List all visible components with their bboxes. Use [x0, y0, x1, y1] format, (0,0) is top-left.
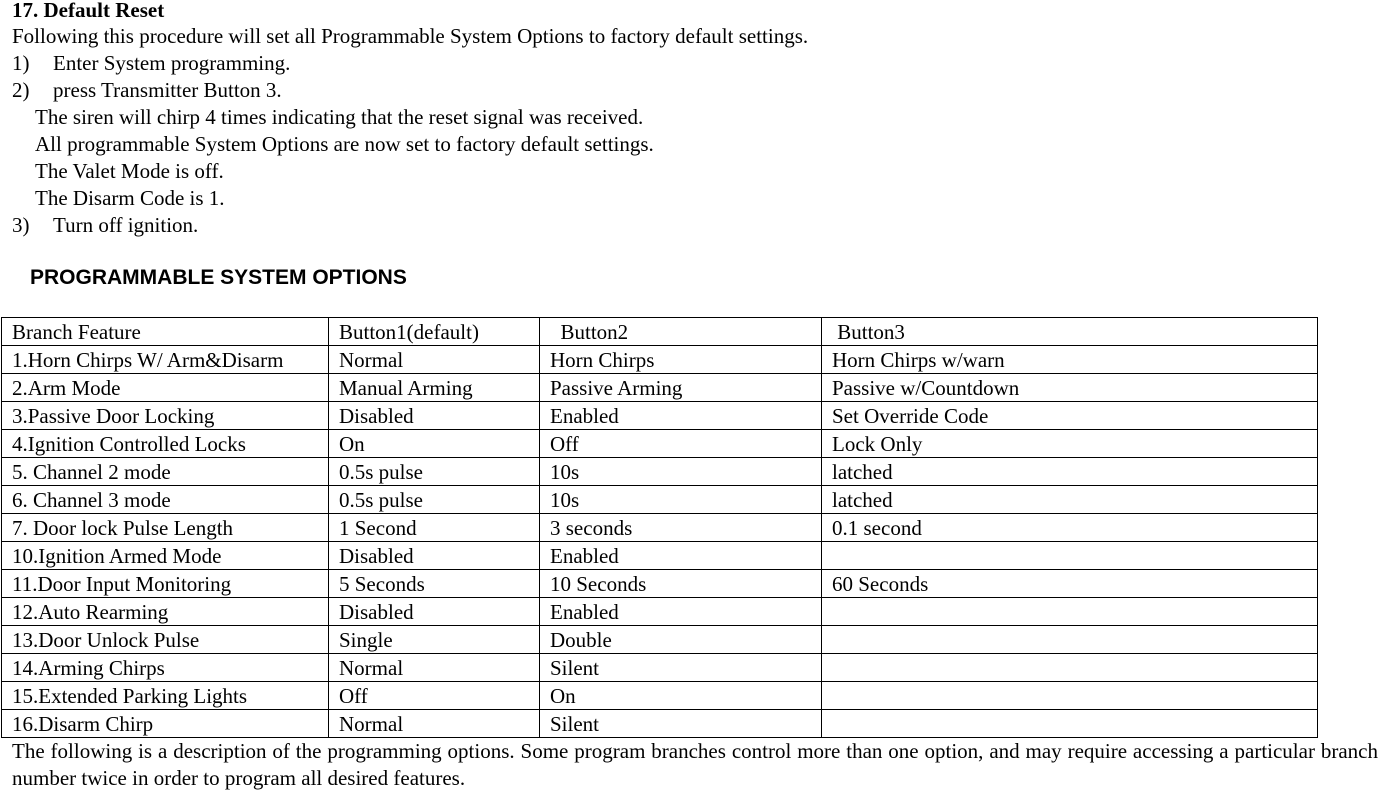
table-cell: latched	[822, 486, 1318, 514]
table-cell: Horn Chirps w/warn	[822, 346, 1318, 374]
table-cell	[822, 654, 1318, 682]
table-row	[2, 430, 1318, 458]
table-cell: Normal	[329, 346, 540, 374]
note-chirp: The siren will chirp 4 times indicating that the reset signal was received.	[35, 105, 644, 129]
table-row	[2, 346, 1318, 374]
table-cell: 6. Channel 3 mode	[2, 486, 329, 514]
header-cell: Button2	[540, 318, 822, 346]
table-cell: 3 seconds	[540, 514, 822, 542]
table-cell: 10s	[540, 486, 822, 514]
table-cell: 0.5s pulse	[329, 458, 540, 486]
step-text: press Transmitter Button 3.	[53, 78, 282, 102]
table-cell: 10 Seconds	[540, 570, 822, 598]
header-cell: Branch Feature	[2, 318, 329, 346]
options-title: PROGRAMMABLE SYSTEM OPTIONS	[30, 266, 407, 289]
table-cell: Off	[329, 682, 540, 710]
footer-description: The following is a description of the programming options. Some program branches control more than one option, and may require accessing a particular branch number twice in order to program all desired features.	[12, 739, 1378, 790]
table-cell: Off	[540, 430, 822, 458]
table-row	[2, 542, 1318, 570]
table-cell: 1.Horn Chirps W/ Arm&Disarm	[2, 346, 329, 374]
table-cell: Manual Arming	[329, 374, 540, 402]
table-cell: 60 Seconds	[822, 570, 1318, 598]
table-cell: 14.Arming Chirps	[2, 654, 329, 682]
table-cell: latched	[822, 458, 1318, 486]
table-cell: 4.Ignition Controlled Locks	[2, 430, 329, 458]
table-cell: 2.Arm Mode	[2, 374, 329, 402]
table-row	[2, 626, 1318, 654]
table-header-row	[2, 318, 1318, 346]
note-defaults: All programmable System Options are now set to factory default settings.	[35, 132, 654, 156]
table-cell	[822, 542, 1318, 570]
table-row	[2, 682, 1318, 710]
table-cell: 11.Door Input Monitoring	[2, 570, 329, 598]
table-cell: 16.Disarm Chirp	[2, 710, 329, 738]
table-cell: 5 Seconds	[329, 570, 540, 598]
table-row	[2, 458, 1318, 486]
table-cell: 5. Channel 2 mode	[2, 458, 329, 486]
step-text: Turn off ignition.	[53, 213, 199, 237]
table-cell: Silent	[540, 710, 822, 738]
table-cell: Enabled	[540, 402, 822, 430]
table-cell: 3.Passive Door Locking	[2, 402, 329, 430]
table-cell: 12.Auto Rearming	[2, 598, 329, 626]
table-cell: Disabled	[329, 402, 540, 430]
table-row	[2, 598, 1318, 626]
table-cell: 10s	[540, 458, 822, 486]
step-number: 1)	[12, 51, 30, 75]
table-cell: 1 Second	[329, 514, 540, 542]
table-cell: 0.1 second	[822, 514, 1318, 542]
step-3	[12, 213, 198, 237]
step-number: 3)	[12, 213, 30, 237]
table-cell: Lock Only	[822, 430, 1318, 458]
table-row	[2, 570, 1318, 598]
default-reset-intro: Following this procedure will set all Programmable System Options to factory default settings.	[12, 24, 809, 48]
note-valet: The Valet Mode is off.	[35, 159, 224, 183]
header-cell: Button1(default)	[329, 318, 540, 346]
table-cell: Passive w/Countdown	[822, 374, 1318, 402]
table-cell: Silent	[540, 654, 822, 682]
table-cell	[822, 626, 1318, 654]
step-2	[12, 78, 282, 102]
table-cell: 10.Ignition Armed Mode	[2, 542, 329, 570]
table-cell: Disabled	[329, 542, 540, 570]
table-cell: Enabled	[540, 542, 822, 570]
table-cell: Normal	[329, 654, 540, 682]
options-table	[1, 317, 1318, 738]
table-cell: 0.5s pulse	[329, 486, 540, 514]
table-cell: Disabled	[329, 598, 540, 626]
step-text: Enter System programming.	[53, 51, 291, 75]
table-cell: Set Override Code	[822, 402, 1318, 430]
table-cell: Single	[329, 626, 540, 654]
table-cell: 7. Door lock Pulse Length	[2, 514, 329, 542]
table-row	[2, 486, 1318, 514]
table-cell: Double	[540, 626, 822, 654]
step-1	[12, 51, 290, 75]
step-number: 2)	[12, 78, 30, 102]
table-cell: On	[329, 430, 540, 458]
table-cell: On	[540, 682, 822, 710]
table-cell: Passive Arming	[540, 374, 822, 402]
note-disarm-code: The Disarm Code is 1.	[35, 186, 225, 210]
table-cell: 15.Extended Parking Lights	[2, 682, 329, 710]
table-row	[2, 654, 1318, 682]
table-cell: Enabled	[540, 598, 822, 626]
table-cell	[822, 710, 1318, 738]
table-cell: Normal	[329, 710, 540, 738]
table-row	[2, 374, 1318, 402]
table-row	[2, 514, 1318, 542]
header-cell: Button3	[822, 318, 1318, 346]
table-cell	[822, 682, 1318, 710]
table-cell: Horn Chirps	[540, 346, 822, 374]
table-cell: 13.Door Unlock Pulse	[2, 626, 329, 654]
table-row	[2, 710, 1318, 738]
table-cell	[822, 598, 1318, 626]
default-reset-heading: 17. Default Reset	[12, 0, 165, 22]
table-row	[2, 402, 1318, 430]
